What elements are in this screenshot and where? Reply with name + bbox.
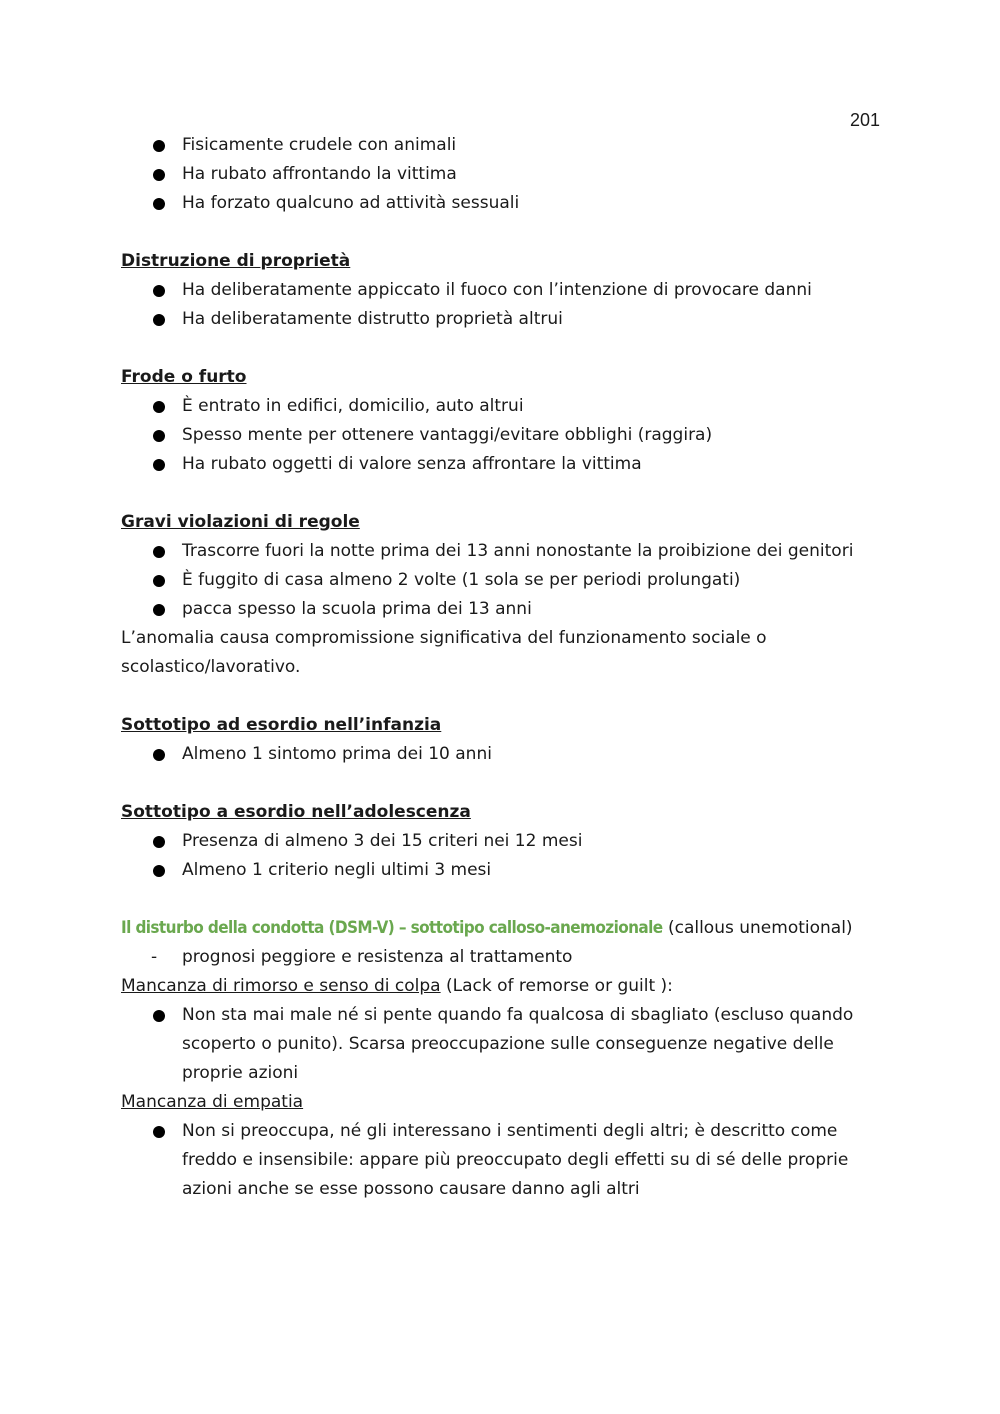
remorse-heading [121,972,891,1001]
list-item: - prognosi peggiore e resistenza al trattamento [121,943,891,972]
bullet-icon [153,169,165,181]
bullet-icon [153,865,165,877]
impairment-text-line-2: scolastico/lavorativo. [121,657,301,677]
list-item: pacca spesso la scuola prima dei 13 anni [121,595,891,624]
empathy-list [121,1117,891,1204]
bullet-icon [153,401,165,413]
cu-section-heading [121,914,891,943]
list-item: Fisicamente crudele con animali [121,131,891,160]
list-item: Presenza di almeno 3 dei 15 criteri nei 12 mesi [121,827,891,856]
list-item: Non si preoccupa, né gli interessano i sentimenti degli altri; è descritto come freddo e insensibile: appare più preoccupato degli effetti su di sé delle proprie azioni anche se esse possono causare danno agli altri [121,1117,891,1204]
dash-icon: - [151,947,158,967]
property-destruction-list [121,276,891,334]
section-heading-rule-violations: Gravi violazioni di regole [121,512,360,532]
list-item: È fuggito di casa almeno 2 volte (1 sola se per periodi prolungati) [121,566,891,595]
list-item: Spesso mente per ottenere vantaggi/evitare obblighi (raggira) [121,421,891,450]
list-item: Ha forzato qualcuno ad attività sessuali [121,189,891,218]
list-item: Almeno 1 criterio negli ultimi 3 mesi [121,856,891,885]
bullet-icon [153,1126,165,1138]
cu-section-title: Il disturbo della condotta (DSM-V) – sottotipo calloso-anemozionale [121,918,663,938]
list-item: Trascorre fuori la notte prima dei 13 anni nonostante la proibizione dei genitori [121,537,891,566]
bullet-icon [153,604,165,616]
list-item: Ha rubato oggetti di valore senza affrontare la vittima [121,450,891,479]
remorse-list [121,1001,891,1088]
bullet-icon [153,1010,165,1022]
section-heading-adolescent-onset: Sottotipo a esordio nell’adolescenza [121,802,471,822]
page-number: 201 [849,110,880,130]
bullet-icon [153,546,165,558]
rule-violations-list [121,537,891,624]
bullet-icon [153,198,165,210]
section-heading-childhood-onset: Sottotipo ad esordio nell’infanzia [121,715,442,735]
adolescent-onset-list [121,827,891,885]
section-heading-property-destruction: Distruzione di proprietà [121,251,351,271]
bullet-icon [153,430,165,442]
section-heading-fraud-theft: Frode o furto [121,367,247,387]
cu-section-title-suffix: (callous unemotional) [667,918,853,938]
list-item: Non sta mai male né si pente quando fa qualcosa di sbagliato (escluso quando scoperto o punito). Scarsa preoccupazione sulle conseguenze negative delle proprie azioni [121,1001,891,1088]
intro-list [121,131,891,218]
bullet-icon [153,285,165,297]
bullet-icon [153,749,165,761]
childhood-onset-list [121,740,891,769]
cu-dash-list [121,943,891,972]
remorse-suffix: (Lack of remorse or guilt ): [446,976,673,996]
bullet-icon [153,575,165,587]
list-item: Almeno 1 sintomo prima dei 10 anni [121,740,891,769]
impairment-text-line-1: L’anomalia causa compromissione significativa del funzionamento sociale o [121,628,767,648]
list-item: Ha deliberatamente distrutto proprietà altrui [121,305,891,334]
bullet-icon [153,836,165,848]
empathy-label: Mancanza di empatia [121,1092,304,1112]
bullet-icon [153,314,165,326]
fraud-theft-list [121,392,891,479]
bullet-icon [153,459,165,471]
page-content [121,131,891,1204]
list-item: Ha rubato affrontando la vittima [121,160,891,189]
list-item: È entrato in edifici, domicilio, auto altrui [121,392,891,421]
list-item: Ha deliberatamente appiccato il fuoco con l’intenzione di provocare danni [121,276,891,305]
bullet-icon [153,140,165,152]
empathy-heading [121,1088,891,1117]
remorse-label: Mancanza di rimorso e senso di colpa [121,976,441,996]
